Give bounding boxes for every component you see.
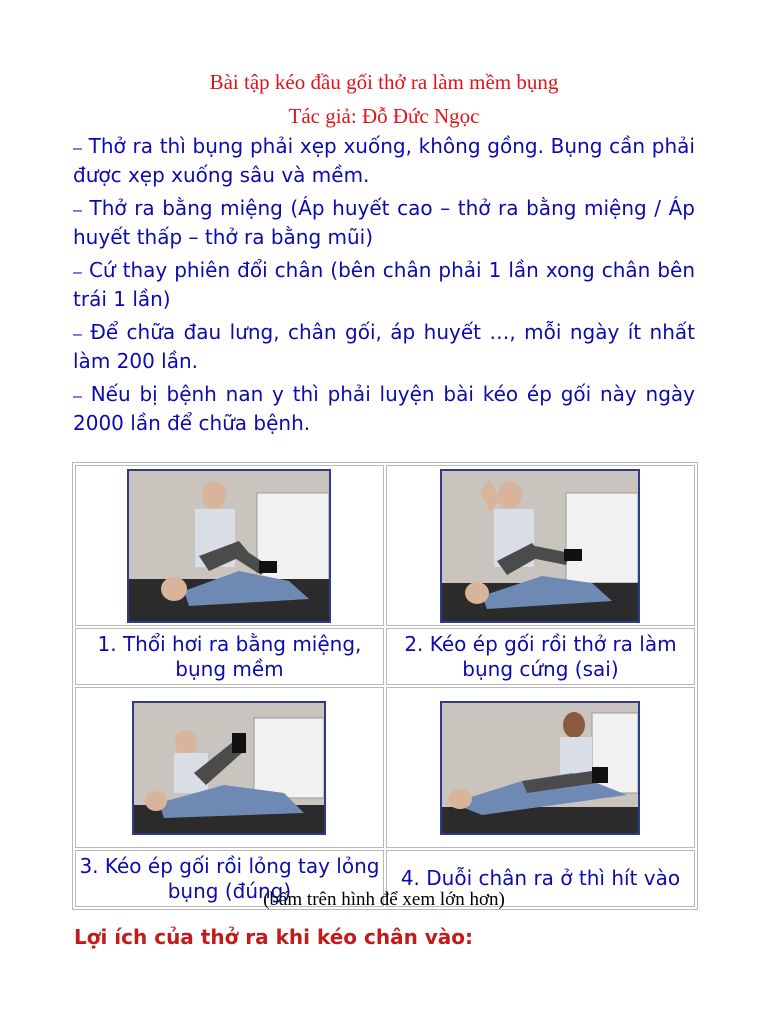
photo-cell [75, 687, 384, 848]
instruction-item: – Để chữa đau lưng, chân gối, áp huyết …, mỗi ngày ít nhất làm 200 lần. [73, 320, 695, 373]
photo-cell [386, 687, 695, 848]
photo-cell [386, 465, 695, 626]
instruction-item: – Cứ thay phiên đổi chân (bên chân phải 1 lần xong chân bên trái 1 lần) [73, 258, 696, 311]
instruction-list [73, 133, 695, 443]
dash-icon: – [73, 264, 82, 281]
caption-cell: 2. Kéo ép gối rồi thở ra làm bụng cứng (sai) [386, 628, 695, 685]
enlarge-note: (bấm trên hình để xem lớn hơn) [263, 889, 505, 910]
instruction-item: – Thở ra thì bụng phải xẹp xuống, không gồng. Bụng cần phải được xẹp xuống sâu và mềm. [73, 134, 695, 187]
author-line: Tác giả: Đỗ Đức Ngọc [288, 104, 480, 128]
document-title: Bài tập kéo đầu gối thở ra làm mềm bụng [209, 70, 559, 94]
caption-cell: 4. Duỗi chân ra ở thì hít vào [386, 850, 695, 907]
caption-cell: 3. Kéo ép gối rồi lỏng tay lỏng bụng (đúng) [75, 850, 384, 907]
caption-cell: 1. Thổi hơi ra bằng miệng, bụng mềm [75, 628, 384, 685]
exercise-photo-1[interactable] [127, 469, 331, 623]
dash-icon: – [73, 140, 82, 157]
exercise-photo-4[interactable] [440, 701, 640, 835]
dash-icon: – [73, 202, 82, 219]
benefits-heading: Lợi ích của thở ra khi kéo chân vào: [74, 925, 474, 949]
dash-icon: – [73, 326, 82, 343]
exercise-photo-3[interactable] [132, 701, 326, 835]
instruction-item: – Nếu bị bệnh nan y thì phải luyện bài kéo ép gối này ngày 2000 lần để chữa bệnh. [73, 382, 696, 435]
photo-cell [75, 465, 384, 626]
dash-icon: – [73, 388, 82, 405]
exercise-photo-table [72, 462, 698, 910]
instruction-item: – Thở ra bằng miệng (Áp huyết cao – thở ra bằng miệng / Áp huyết thấp – thở ra bằng mũi) [73, 196, 695, 249]
exercise-photo-2[interactable] [440, 469, 640, 623]
